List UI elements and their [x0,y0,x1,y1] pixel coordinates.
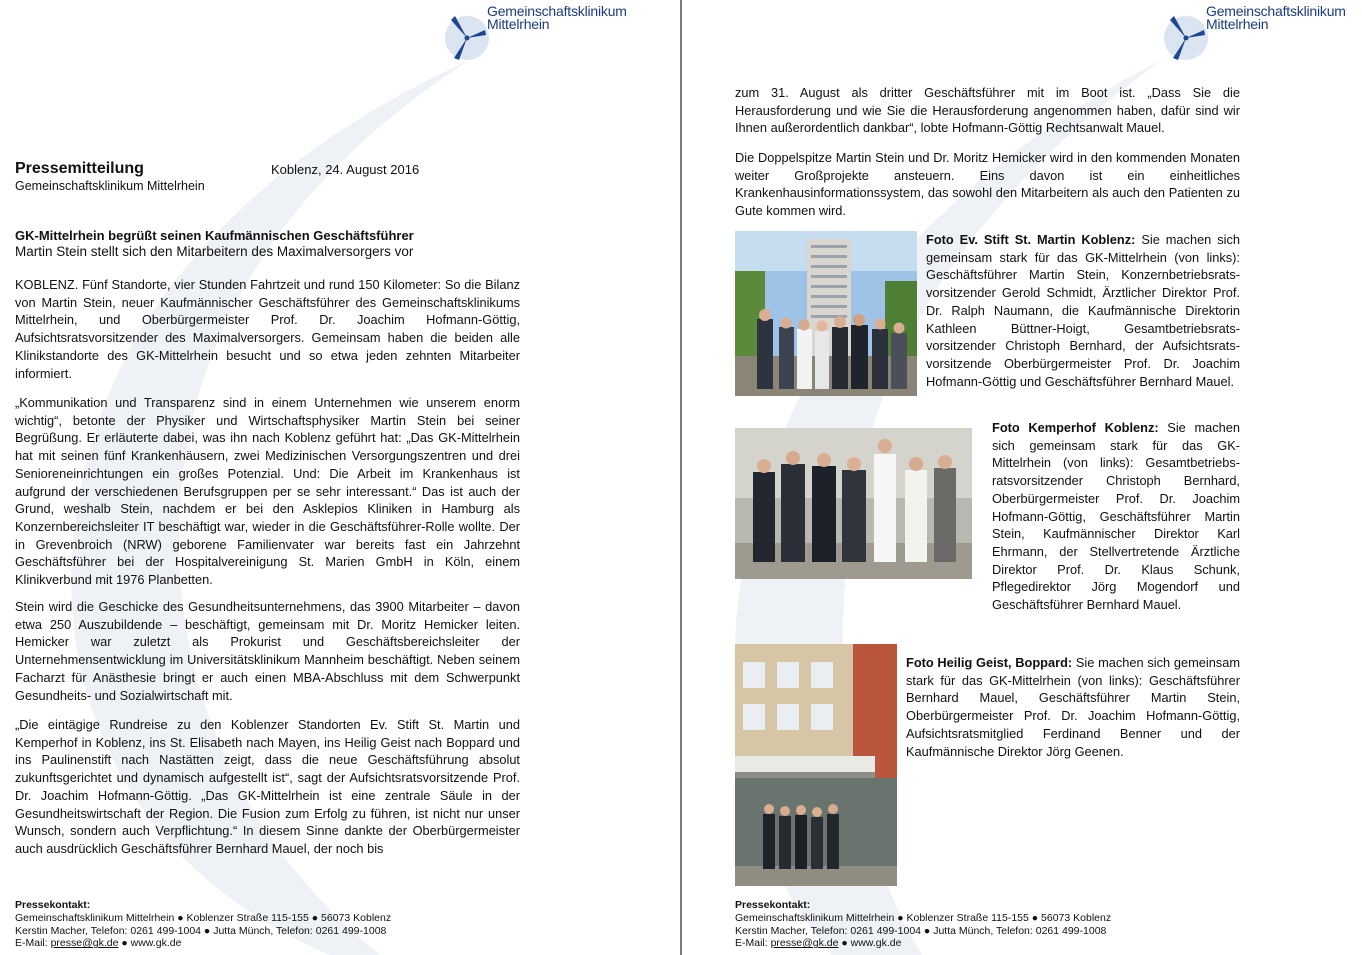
paragraph-6: Die Doppelspitze Martin Stein und Dr. Moritz Hemicker wird in den kommenden Monaten weiter Großprojekte ansteuern. Eins davon ist ein einheitliches Krankenhausinformationssystem, das sowohl den Mitarbeitern als auch den Patienten zu Gute kommen wird. [735,150,1240,219]
caption-text: Sie machen sich gemeinsam stark für das GK-Mittelrhein (von links): Geschäftsführer Martin Stein, Konzernbetriebsrats-vorsitzender Gerold Schmidt, Ärztlicher Direktor Prof. Dr. Ralph Naumann, die Kaufmännische Direktorin Kathleen Büttner-Hoigt, Gesamtbetriebsrats-vorsitzender Christoph Bernhard, der Aufsichtsrats-vorsitzende Oberbürgermeister Prof. Dr. Joachim Hofmann-Göttig und Geschäftsführer Bernhard Mauel. [926,232,1241,389]
clinic-logo [1162,2,1362,66]
contact-phones: Kerstin Macher, Telefon: 0261 499-1004 ● Jutta Münch, Telefon: 0261 499-1008 [15,924,387,937]
wind-turbine-logo-icon [443,2,489,64]
email-prefix: E-Mail: [15,937,51,950]
photo-kemperhof [735,428,972,579]
contact-address: Gemeinschaftsklinikum Mittelrhein ● Koblenzer Straße 115-155 ● 56073 Koblenz [735,911,1112,924]
press-contact [15,899,391,950]
web-link[interactable]: ● www.gk.de [118,937,182,950]
press-contact [735,899,1111,950]
paragraph-2: „Kommunikation und Transparenz sind in einem Unternehmen wie unserem enorm wichtig“, betonte der Physiker und Wirtschaftsphysiker Martin Stein bei seiner Begrüßung. Er erläuterte dabei, was ihn nach Koblenz geführt hat: „Das GK-Mittelrhein hat mit seinen fünf Krankenhäusern, zwei Medizinischen Versorgungszentren und drei Senioreneinrichtungen ein großes Potenzial. Und: Die Arbeit im Krankenhaus ist aufgrund der verschiedenen Berufsgruppen per se sehr interessant.“ Das ist auch der Grund, weshalb Stein, nachdem er bei den Asklepios Kliniken in Hamburg als Konzernbereichsleiter IT beschäftigt war, wieder in die Geschäftsführer-Rolle wollte. Der in Grevenbroich (NRW) geborene Familienvater war bereits fast ein Jahrzehnt Geschäftsführer bei der Hospitalvereinigung St. Marien GmbH in Köln, einem Klinikverbund mit 1976 Planbetten. [15,395,520,588]
photo-heilig-geist [735,644,897,886]
article-subtitle: Martin Stein stellt sich den Mitarbeitern des Maximalversorgers vor [15,244,414,259]
email-link[interactable]: presse@gk.de [50,937,119,950]
caption-label: Foto Kemperhof Koblenz: [992,420,1159,435]
email-prefix: E-Mail: [735,937,771,950]
logo-line-1: Gemeinschaftsklinikum [1206,3,1346,19]
contact-phones: Kerstin Macher, Telefon: 0261 499-1004 ● Jutta Münch, Telefon: 0261 499-1008 [735,924,1107,937]
contact-address: Gemeinschaftsklinikum Mittelrhein ● Koblenzer Straße 115-155 ● 56073 Koblenz [15,911,392,924]
paragraph-5: zum 31. August als dritter Geschäftsführer mit im Boot ist. „Dass Sie die Herausforderung und wie Sie die Herausforderung angenommen haben, dafür sind wir Ihnen außerordentlich dankbar“, lobte Hofmann-Göttig Rechtsanwalt Mauel. [735,85,1240,136]
paragraph-3: Stein wird die Geschicke des Gesundheitsunternehmens, das 3900 Mitarbeiter – davon etwa 250 Auszubildende – beschäftigt, gemeinsam mit Dr. Moritz Hemicker leiten. Hemicker war zuletzt als Prokurist und Geschäftsbereichsleiter der Unternehmensentwicklung im Universitätsklinikum Mannheim beschäftigt. Neben seinem Facharzt für Anästhesie bringt er auch einen MBA-Abschluss mit dem Schwerpunkt Gesundheits- und Sozialwirtschaft mit. [15,599,520,703]
web-link[interactable]: ● www.gk.de [838,937,902,950]
contact-label: Pressekontakt: [735,899,811,911]
page-heading: Pressemitteilung [15,160,144,177]
caption-heilig-geist [906,654,1240,760]
contact-label: Pressekontakt: [15,899,91,911]
page-1 [0,0,680,955]
caption-label: Foto Heilig Geist, Boppard: [906,655,1073,670]
paragraph-1: KOBLENZ. Fünf Standorte, vier Stunden Fahrtzeit und rund 150 Kilometer: So die Bilanz von Martin Stein, neuer Kaufmännischer Geschäftsführer des Gemeinschaftsklinikums Mittelrhein, und Oberbürgermeister Prof. Dr. Joachim Hofmann-Göttig, Aufsichtsratsvorsitzender des Maximalversorgers. Gemeinsam haben die beiden alle Klinikstandorte des GK-Mittelrhein besucht und so etwa jeden zehnten Mitarbeiter informiert. [15,277,520,381]
article-title: GK-Mittelrhein begrüßt seinen Kaufmännischen Geschäftsführer [15,228,414,243]
logo-line-2: Mittelrhein [1206,16,1269,32]
email-link[interactable]: presse@gk.de [770,937,839,950]
org-name: Gemeinschaftsklinikum Mittelrhein [15,179,205,193]
page-2 [682,0,1362,955]
dateline: Koblenz, 24. August 2016 [271,162,420,177]
caption-st-martin [926,231,1240,390]
contact-web-line [735,937,1111,950]
logo-line-1: Gemeinschaftsklinikum [487,3,627,19]
caption-text: Sie machen sich gemeinsam stark für das GK-Mittelrhein (von links): Geschäftsführer Bernhard Mauel, Geschäftsführer Martin Stein, Oberbürgermeister Prof. Dr. Joachim Hofmann-Göttig, Aufsichtsratsmitglied Ferdinand Benner und der Kaufmännische Direktor Jörg Geenen. [906,655,1240,759]
clinic-logo [443,2,643,66]
contact-web-line [15,937,391,950]
caption-label: Foto Ev. Stift St. Martin Koblenz: [926,232,1136,247]
wind-turbine-logo-icon [1162,2,1208,64]
caption-text: Sie machen sich gemeinsam stark für das GK-Mittelrhein (von links): Gesamtbetriebs-ratsvorsitzender Christoph Bernhard, Oberbürgermeister Prof. Dr. Joachim Hofmann-Göttig, Geschäftsführer Martin Stein, Kaufmännischer Direktor Karl Ehrmann, der Stellvertretende Ärztliche Direktor Prof. Dr. Klaus Schunk, Pflegedirektor Jörg Mogendorf und Geschäftsführer Bernhard Mauel. [992,420,1240,613]
paragraph-4: „Die eintägige Rundreise zu den Koblenzer Standorten Ev. Stift St. Martin und Kemperhof in Koblenz, ins St. Elisabeth nach Mayen, ins Heilig Geist nach Boppard und ins Paulinenstift nach Nastätten zeigt, dass die neue Geschäftsführung absolut zukunftsgerichtet und dynamisch aufgestellt ist“, sagt der Aufsichtsratsvorsitzende Prof. Dr. Joachim Hofmann-Göttig. „Das GK-Mittelrhein ist eine zentrale Säule in der Gesundheitswirtschaft der Region. Die Fusion zum Erfolg zu führen, ist nicht nur unser Wunsch, sondern auch Verpflichtung.“ In diesem Sinne dankte der Oberbürgermeister auch ausdrücklich Geschäftsführer Bernhard Mauel, der noch bis [15,717,520,856]
photo-st-martin [735,231,917,396]
logo-line-2: Mittelrhein [487,16,550,32]
caption-kemperhof [992,419,1240,614]
